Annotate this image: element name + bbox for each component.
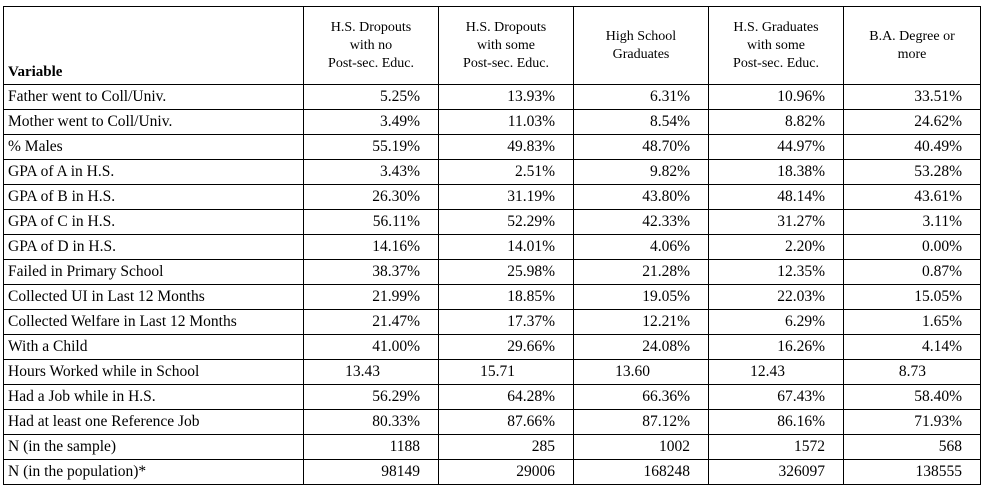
table-cell: 49.83% bbox=[439, 135, 574, 160]
table-cell: 0.00% bbox=[844, 235, 981, 260]
table-cell: 6.31% bbox=[574, 85, 709, 110]
table-cell: 168248 bbox=[574, 460, 709, 485]
table-cell: 3.43% bbox=[304, 160, 439, 185]
table-cell: 21.28% bbox=[574, 260, 709, 285]
table-cell: 24.62% bbox=[844, 110, 981, 135]
table-cell: 41.00% bbox=[304, 335, 439, 360]
table-cell: 52.29% bbox=[439, 210, 574, 235]
row-label: Collected Welfare in Last 12 Months bbox=[4, 310, 304, 335]
table-row bbox=[4, 135, 981, 160]
row-label: % Males bbox=[4, 135, 304, 160]
row-label: Mother went to Coll/Univ. bbox=[4, 110, 304, 135]
row-label: GPA of D in H.S. bbox=[4, 235, 304, 260]
table-cell: 15.05% bbox=[844, 285, 981, 310]
header-line: Graduates bbox=[612, 46, 670, 62]
header-row bbox=[4, 7, 981, 85]
variable-header: Variable bbox=[4, 7, 304, 85]
header-line: with some bbox=[477, 37, 535, 53]
header-line: more bbox=[897, 46, 927, 62]
table-cell: 19.05% bbox=[574, 285, 709, 310]
table-cell: 31.19% bbox=[439, 185, 574, 210]
table-cell: 80.33% bbox=[304, 410, 439, 435]
table-cell: 21.47% bbox=[304, 310, 439, 335]
row-label: Had a Job while in H.S. bbox=[4, 385, 304, 410]
row-label: With a Child bbox=[4, 335, 304, 360]
table-row bbox=[4, 285, 981, 310]
table-cell: 12.21% bbox=[574, 310, 709, 335]
table-row bbox=[4, 85, 981, 110]
table-cell: 8.54% bbox=[574, 110, 709, 135]
table-row bbox=[4, 235, 981, 260]
table-cell: 12.35% bbox=[709, 260, 844, 285]
row-label: Father went to Coll/Univ. bbox=[4, 85, 304, 110]
table-cell: 2.51% bbox=[439, 160, 574, 185]
table-cell: 1.65% bbox=[844, 310, 981, 335]
table-row bbox=[4, 410, 981, 435]
table-cell: 31.27% bbox=[709, 210, 844, 235]
header-line: with no bbox=[349, 37, 393, 53]
table-cell: 8.82% bbox=[709, 110, 844, 135]
table-cell: 12.43 bbox=[709, 360, 844, 385]
table-cell: 48.70% bbox=[574, 135, 709, 160]
table-cell: 4.06% bbox=[574, 235, 709, 260]
table-cell: 64.28% bbox=[439, 385, 574, 410]
table-cell: 24.08% bbox=[574, 335, 709, 360]
table-cell: 6.29% bbox=[709, 310, 844, 335]
table-cell: 14.01% bbox=[439, 235, 574, 260]
header-line: Post-sec. Educ. bbox=[733, 55, 819, 71]
column-header-hs-graduates bbox=[574, 7, 709, 85]
table-cell: 42.33% bbox=[574, 210, 709, 235]
table-cell: 48.14% bbox=[709, 185, 844, 210]
table-cell: 67.43% bbox=[709, 385, 844, 410]
table-cell: 1188 bbox=[304, 435, 439, 460]
table-cell: 8.73 bbox=[844, 360, 981, 385]
table-cell: 1002 bbox=[574, 435, 709, 460]
header-line: H.S. Dropouts bbox=[465, 19, 547, 35]
table-cell: 10.96% bbox=[709, 85, 844, 110]
row-label: Hours Worked while in School bbox=[4, 360, 304, 385]
row-label: Failed in Primary School bbox=[4, 260, 304, 285]
column-header-ba-degree bbox=[844, 7, 981, 85]
table-cell: 138555 bbox=[844, 460, 981, 485]
table-cell: 21.99% bbox=[304, 285, 439, 310]
table-row bbox=[4, 335, 981, 360]
table-cell: 29006 bbox=[439, 460, 574, 485]
table-cell: 14.16% bbox=[304, 235, 439, 260]
table-cell: 71.93% bbox=[844, 410, 981, 435]
column-header-dropouts-some-postsec bbox=[439, 7, 574, 85]
table-cell: 5.25% bbox=[304, 85, 439, 110]
table-cell: 53.28% bbox=[844, 160, 981, 185]
table-cell: 29.66% bbox=[439, 335, 574, 360]
table-cell: 55.19% bbox=[304, 135, 439, 160]
table-cell: 26.30% bbox=[304, 185, 439, 210]
table-cell: 1572 bbox=[709, 435, 844, 460]
table-cell: 25.98% bbox=[439, 260, 574, 285]
table-cell: 16.26% bbox=[709, 335, 844, 360]
table-row bbox=[4, 310, 981, 335]
table-row bbox=[4, 210, 981, 235]
table-cell: 22.03% bbox=[709, 285, 844, 310]
table-row bbox=[4, 385, 981, 410]
table-cell: 285 bbox=[439, 435, 574, 460]
table-cell: 56.29% bbox=[304, 385, 439, 410]
table-cell: 3.49% bbox=[304, 110, 439, 135]
table-cell: 13.60 bbox=[574, 360, 709, 385]
table-cell: 568 bbox=[844, 435, 981, 460]
table-cell: 33.51% bbox=[844, 85, 981, 110]
table-row bbox=[4, 160, 981, 185]
table-cell: 13.93% bbox=[439, 85, 574, 110]
table-cell: 15.71 bbox=[439, 360, 574, 385]
table-cell: 11.03% bbox=[439, 110, 574, 135]
table-row bbox=[4, 360, 981, 385]
header-line: with some bbox=[747, 37, 805, 53]
table-cell: 326097 bbox=[709, 460, 844, 485]
row-label: Had at least one Reference Job bbox=[4, 410, 304, 435]
table-cell: 86.16% bbox=[709, 410, 844, 435]
table-cell: 4.14% bbox=[844, 335, 981, 360]
table-cell: 43.61% bbox=[844, 185, 981, 210]
header-line: Post-sec. Educ. bbox=[328, 55, 414, 71]
row-label: GPA of B in H.S. bbox=[4, 185, 304, 210]
table-cell: 0.87% bbox=[844, 260, 981, 285]
table-cell: 2.20% bbox=[709, 235, 844, 260]
row-label: N (in the population)* bbox=[4, 460, 304, 485]
table-cell: 38.37% bbox=[304, 260, 439, 285]
table-cell: 44.97% bbox=[709, 135, 844, 160]
header-line: H.S. Dropouts bbox=[330, 19, 412, 35]
table-cell: 43.80% bbox=[574, 185, 709, 210]
table-body bbox=[4, 85, 981, 485]
table-cell: 40.49% bbox=[844, 135, 981, 160]
table-cell: 9.82% bbox=[574, 160, 709, 185]
table-cell: 18.38% bbox=[709, 160, 844, 185]
row-label: GPA of A in H.S. bbox=[4, 160, 304, 185]
table-cell: 3.11% bbox=[844, 210, 981, 235]
table-cell: 17.37% bbox=[439, 310, 574, 335]
column-header-graduates-some-postsec bbox=[709, 7, 844, 85]
header-line: Post-sec. Educ. bbox=[463, 55, 549, 71]
table-cell: 98149 bbox=[304, 460, 439, 485]
table-cell: 13.43 bbox=[304, 360, 439, 385]
header-line: High School bbox=[605, 28, 677, 44]
table-row bbox=[4, 460, 981, 485]
table-cell: 87.12% bbox=[574, 410, 709, 435]
table-row bbox=[4, 260, 981, 285]
table-cell: 56.11% bbox=[304, 210, 439, 235]
table-row bbox=[4, 435, 981, 460]
header-line: H.S. Graduates bbox=[733, 19, 819, 35]
table-row bbox=[4, 185, 981, 210]
table-cell: 87.66% bbox=[439, 410, 574, 435]
row-label: N (in the sample) bbox=[4, 435, 304, 460]
table-row bbox=[4, 110, 981, 135]
column-header-dropouts-no-postsec bbox=[304, 7, 439, 85]
header-line: B.A. Degree or bbox=[869, 28, 955, 44]
table-cell: 18.85% bbox=[439, 285, 574, 310]
summary-statistics-table bbox=[3, 6, 981, 485]
table-cell: 66.36% bbox=[574, 385, 709, 410]
row-label: GPA of C in H.S. bbox=[4, 210, 304, 235]
row-label: Collected UI in Last 12 Months bbox=[4, 285, 304, 310]
table-cell: 58.40% bbox=[844, 385, 981, 410]
